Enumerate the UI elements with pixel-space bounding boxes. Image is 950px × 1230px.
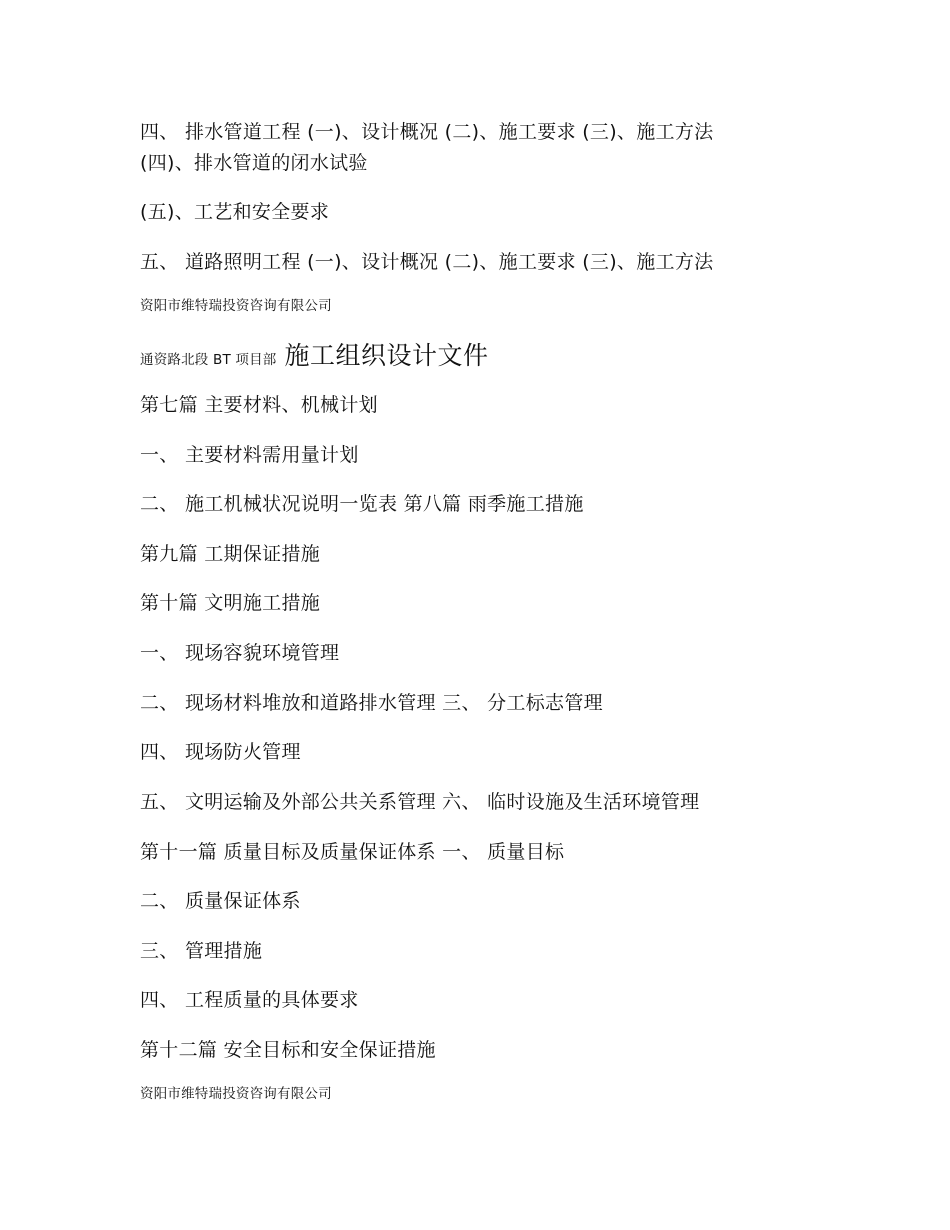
toc-line: 二、 施工机械状况说明一览表 第八篇 雨季施工措施 xyxy=(140,493,584,515)
toc-line: 一、 现场容貌环境管理 xyxy=(140,642,340,664)
toc-line: 一、 主要材料需用量计划 xyxy=(140,444,359,466)
company-name: 资阳市维特瑞投资咨询有限公司 xyxy=(140,1086,332,1102)
text-line: (五)、工艺和安全要求 xyxy=(140,201,330,223)
toc-line: 第十二篇 安全目标和安全保证措施 xyxy=(140,1039,436,1061)
toc-line: 第十一篇 质量目标及质量保证体系 一、 质量目标 xyxy=(140,841,565,863)
toc-line: 二、 现场材料堆放和道路排水管理 三、 分工标志管理 xyxy=(140,692,603,714)
toc-line: 第九篇 工期保证措施 xyxy=(140,543,321,565)
toc-line: 第七篇 主要材料、机械计划 xyxy=(140,394,378,416)
project-department: 通资路北段 BT 项目部 xyxy=(140,352,277,368)
toc-line: 二、 质量保证体系 xyxy=(140,890,301,912)
text-line: 五、 道路照明工程 (一)、设计概况 (二)、施工要求 (三)、施工方法 xyxy=(140,251,714,273)
toc-line: 三、 管理措施 xyxy=(140,940,263,962)
toc-line: 五、 文明运输及外部公共关系管理 六、 临时设施及生活环境管理 xyxy=(140,791,700,813)
toc-line: 四、 现场防火管理 xyxy=(140,741,301,763)
text-line: 四、 排水管道工程 (一)、设计概况 (二)、施工要求 (三)、施工方法 xyxy=(140,121,714,143)
document-header xyxy=(140,336,489,372)
text-line: (四)、排水管道的闭水试验 xyxy=(140,152,368,174)
toc-line: 第十篇 文明施工措施 xyxy=(140,592,321,614)
company-name: 资阳市维特瑞投资咨询有限公司 xyxy=(140,298,332,314)
toc-line: 四、 工程质量的具体要求 xyxy=(140,989,359,1011)
document-title: 施工组织设计文件 xyxy=(284,341,489,370)
